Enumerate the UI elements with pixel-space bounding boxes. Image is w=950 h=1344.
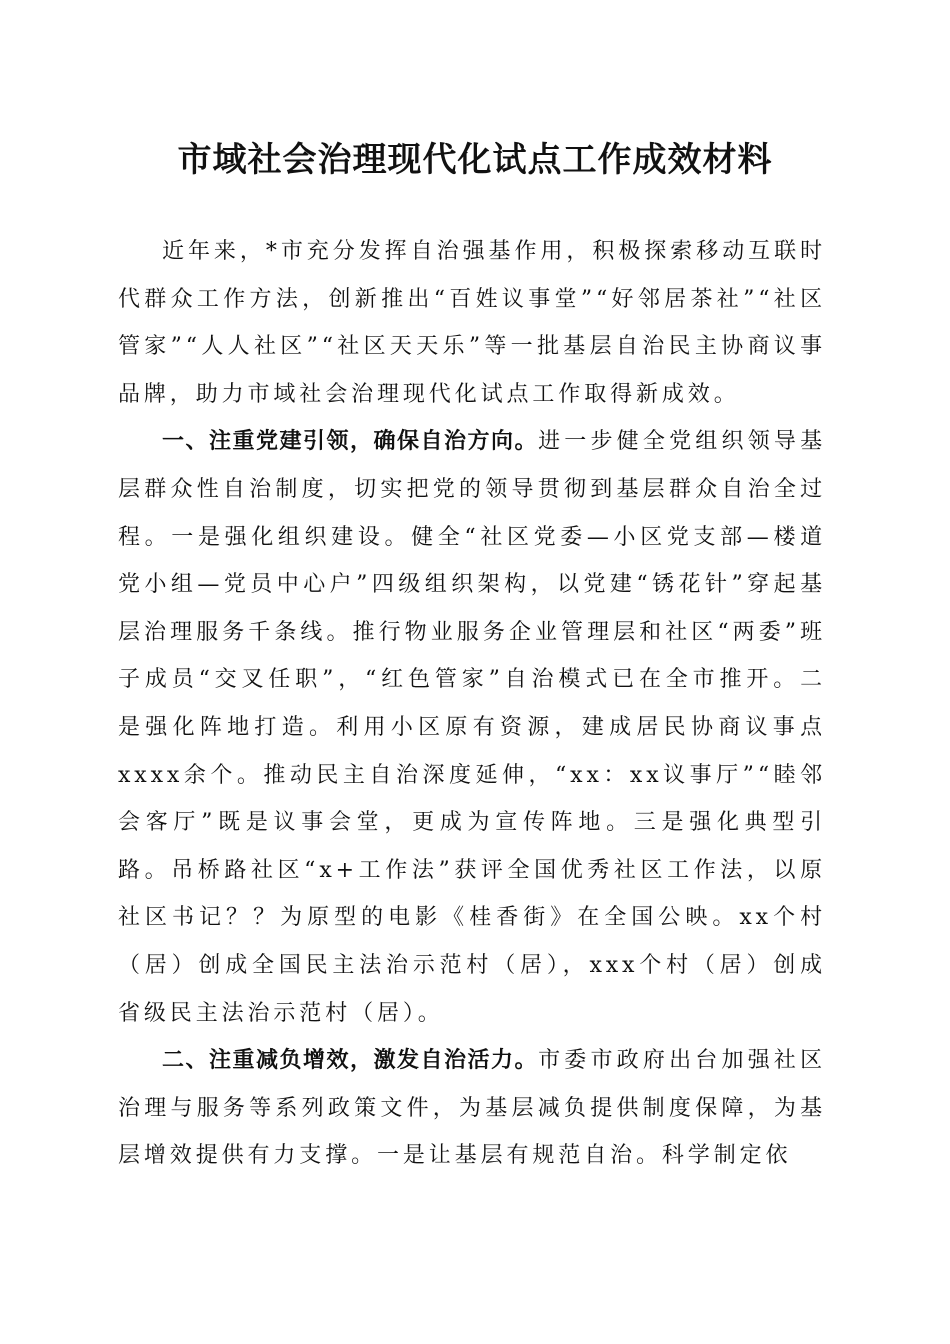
section-2-paragraph [118,1037,826,1180]
document-body [118,228,826,1180]
section-2-text: 市委市政府出台加强社区治理与服务等系列政策文件，为基层减负提供制度保障，为基层增效提供有力支撑。一是让基层有规范自治。科学制定依 [118,1048,826,1169]
intro-paragraph: 近年来，*市充分发挥自治强基作用，积极探索移动互联时代群众工作方法，创新推出“百姓议事堂”“好邻居茶社”“社区管家”“人人社区”“社区天天乐”等一批基层自治民主协商议事品牌，助力市域社会治理现代化试点工作取得新成效。 [118,239,826,407]
document-title: 市域社会治理现代化试点工作成效材料 [177,140,773,180]
section-1-text: 进一步健全党组织领导基层群众性自治制度，切实把党的领导贯彻到基层群众自治全过程。一是强化组织建设。健全“社区党委—小区党支部—楼道党小组—党员中心户”四级组织架构，以党建“锈花针”穿起基层治理服务千条线。推行物业服务企业管理层和社区“两委”班子成员“交叉任职”，“红色管家”自治模式已在全市推开。二是强化阵地打造。利用小区原有资源，建成居民协商议事点xxxx余个。推动民主自治深度延伸，“xx：xx议事厅”“睦邻会客厅”既是议事会堂，更成为宣传阵地。三是强化典型引路。吊桥路社区“x+工作法”获评全国优秀社区工作法，以原社区书记？？为原型的电影《桂香街》在全国公映。xx个村（居）创成全国民主法治示范村（居），xxx个村（居）创成省级民主法治示范村（居）。 [118,429,826,1026]
section-1-paragraph [118,418,826,1037]
section-2-heading: 二、注重减负增效，激发自治活力。 [162,1048,539,1074]
section-1-heading: 一、注重党建引领，确保自治方向。 [162,429,539,455]
